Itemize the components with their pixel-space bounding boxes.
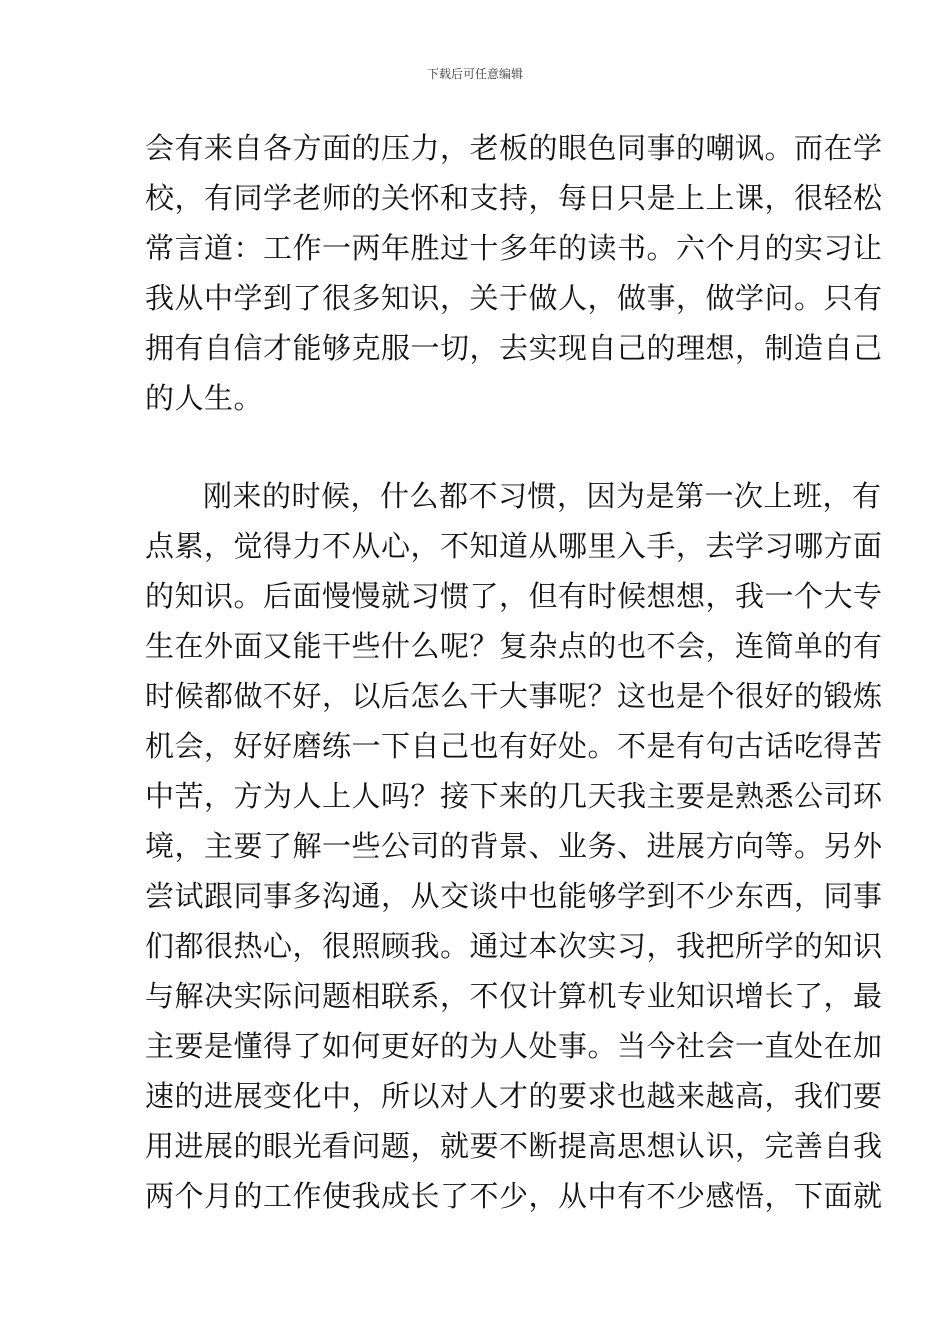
text-line: 生在外面又能干些什么呢？复杂点的也不会，连简单的有 [145,629,883,663]
text-line: 点累，觉得力不从心，不知道从哪里入手，去学习哪方面 [145,529,883,563]
text-line: 时候都做不好，以后怎么干大事呢？这也是个很好的锻炼 [145,679,883,713]
text-line: 我从中学到了很多知识，关于做人，做事，做学问。只有 [145,281,883,315]
text-line: 常言道：工作一两年胜过十多年的读书。六个月的实习让 [145,231,883,265]
page-header: 下载后可任意编辑 [426,67,523,81]
text-line: 用进展的眼光看问题，就要不断提高思想认识，完善自我 [145,1129,883,1163]
text-line: 中苦，方为人上人吗？接下来的几天我主要是熟悉公司环 [145,779,883,813]
text-line: 校，有同学老师的关怀和支持，每日只是上上课，很轻松 [145,181,883,215]
text-line: 的人生。 [145,381,264,415]
text-line: 主要是懂得了如何更好的为人处事。当今社会一直处在加 [145,1029,883,1063]
text-line: 机会，好好磨练一下自己也有好处。不是有句古话吃得苦 [145,729,883,763]
text-line: 两个月的工作使我成长了不少，从中有不少感悟，下面就 [145,1179,883,1213]
text-line: 会有来自各方面的压力，老板的眼色同事的嘲讽。而在学 [145,131,883,165]
text-line: 的知识。后面慢慢就习惯了，但有时候想想，我一个大专 [145,579,883,613]
text-line: 尝试跟同事多沟通，从交谈中也能够学到不少东西，同事 [145,879,883,913]
text-line: 拥有自信才能够克服一切，去实现自己的理想，制造自己 [145,331,883,365]
text-line: 刚来的时候，什么都不习惯，因为是第一次上班，有 [203,479,882,513]
text-line: 与解决实际问题相联系，不仅计算机专业知识增长了，最 [145,979,883,1013]
text-line: 们都很热心，很照顾我。通过本次实习，我把所学的知识 [145,929,883,963]
text-line: 境，主要了解一些公司的背景、业务、进展方向等。另外 [145,829,883,863]
text-line: 速的进展变化中，所以对人才的要求也越来越高，我们要 [145,1079,883,1113]
